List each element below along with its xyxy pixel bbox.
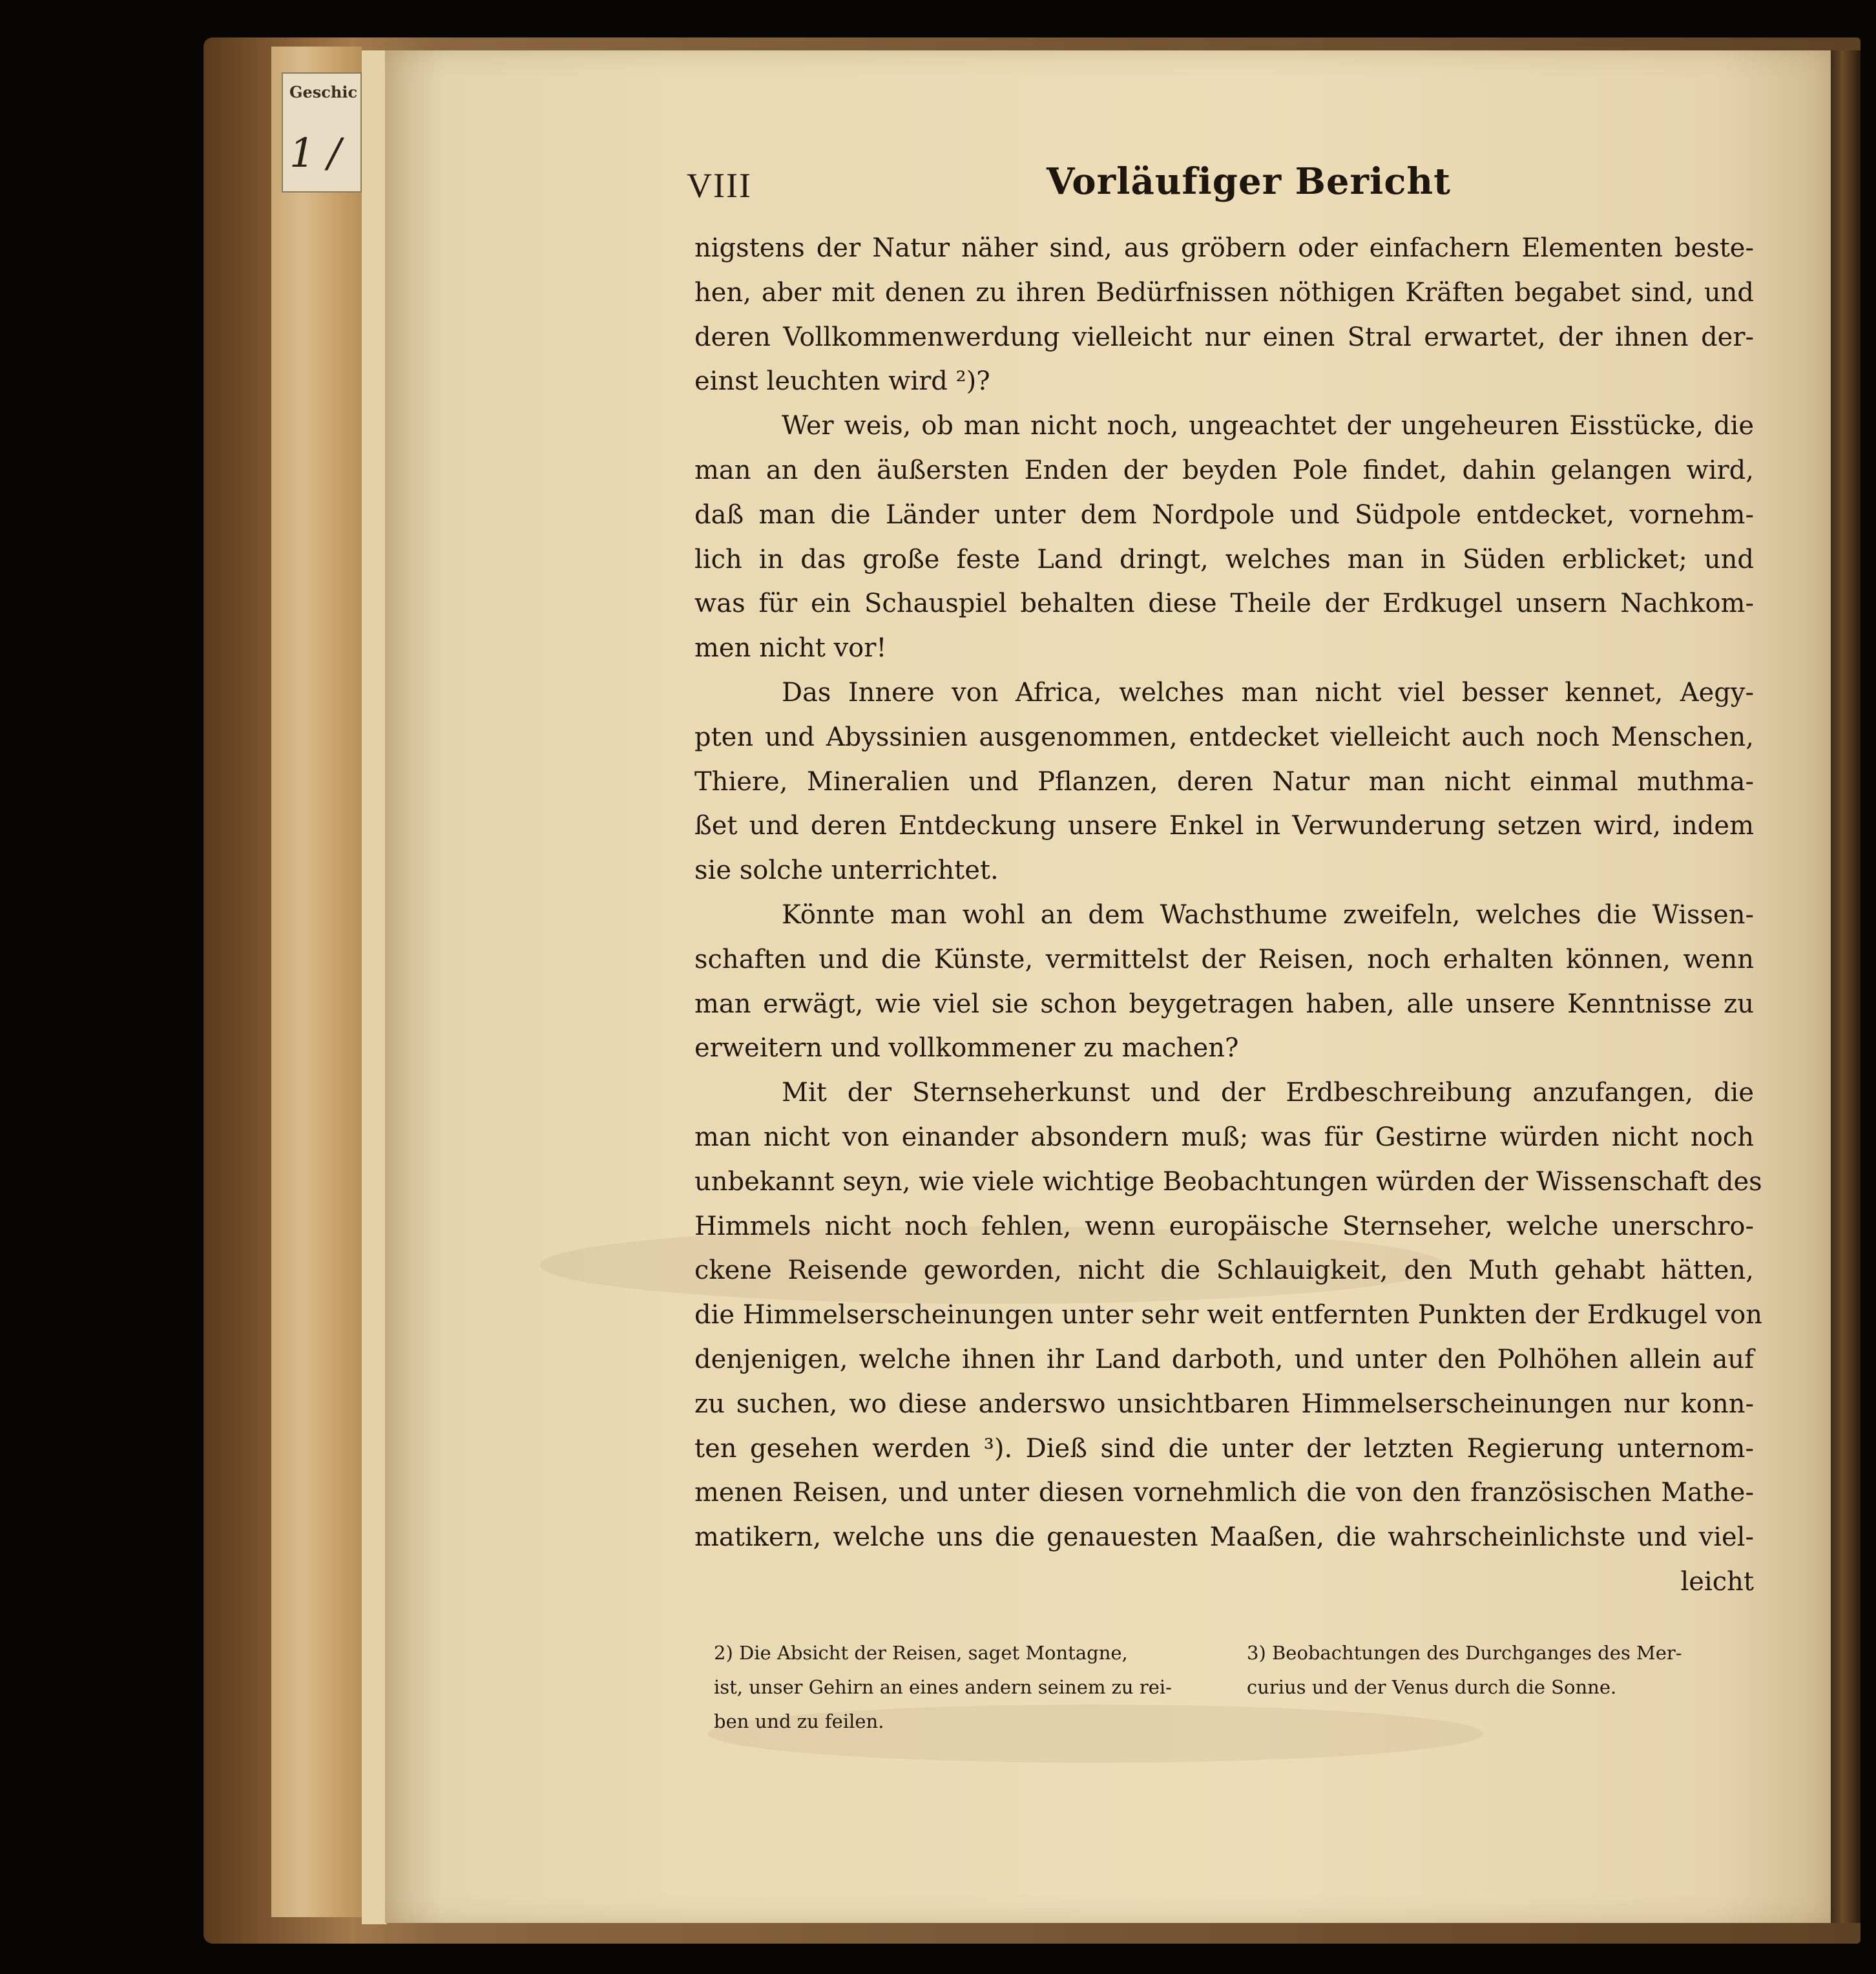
- footnote-line: curius und der Venus durch die Sonne.: [1247, 1676, 1617, 1698]
- footnote-line: 2) Die Absicht der Reisen, saget Montagne,: [714, 1642, 1128, 1664]
- footnote-line: 3) Beobachtungen des Durchganges des Mer-: [1247, 1642, 1682, 1664]
- text-line: Wer weis, ob man nicht noch, ungeachtet der ungeheuren Eisstücke, die: [782, 411, 1754, 441]
- text-line: schaften und die Künste, vermittelst der Reisen, noch erhalten können, wenn: [694, 944, 1754, 974]
- text-line: hen, aber mit denen zu ihren Bedürfnissen nöthigen Kräften begabet sind, und: [694, 277, 1754, 308]
- opposite-page-edge: [1831, 50, 1860, 1923]
- text-line: die Himmelserscheinungen unter sehr weit entfernten Punkten der Erdkugel von: [694, 1300, 1762, 1330]
- text-line: menen Reisen, und unter diesen vornehmlich die von den französischen Mathe-: [694, 1478, 1754, 1508]
- text-line: nigstens der Natur näher sind, aus gröbern oder einfachern Elementen beste-: [694, 233, 1754, 263]
- text-line: man erwägt, wie viel sie schon beygetragen haben, alle unsere Kenntnisse zu: [694, 989, 1754, 1019]
- text-line: Könnte man wohl an dem Wachsthume zweifeln, welches die Wissen-: [782, 899, 1754, 930]
- text-line: zu suchen, wo diese anderswo unsichtbaren Himmelserscheinungen nur konn-: [694, 1389, 1754, 1419]
- text-line: Mit der Sternseherkunst und der Erdbeschreibung anzufangen, die: [782, 1078, 1754, 1108]
- text-line: man an den äußersten Enden der beyden Pole findet, dahin gelangen wird,: [694, 455, 1754, 485]
- text-line: was für ein Schauspiel behalten diese Theile der Erdkugel unsern Nachkom-: [694, 589, 1754, 619]
- endpaper-strip: [271, 47, 362, 1917]
- body-text: [694, 226, 1762, 1604]
- footnote-line: ben und zu feilen.: [714, 1710, 884, 1732]
- footnote-2: [714, 1636, 1231, 1739]
- text-line: man nicht von einander absondern muß; was für Gestirne würden nicht noch: [694, 1122, 1754, 1152]
- text-line: ßet und deren Entdeckung unsere Enkel in Verwunderung setzen wird, indem: [694, 811, 1754, 841]
- text-line: sie solche unterrichtet.: [694, 856, 999, 886]
- text-line: Thiere, Mineralien und Pflanzen, deren Natur man nicht einmal muthma-: [694, 766, 1754, 797]
- text-line: einst leuchten wird ²)?: [694, 366, 990, 397]
- text-line: matikern, welche uns die genauesten Maaßen, die wahrscheinlichste und viel-: [694, 1522, 1754, 1553]
- text-line: Das Innere von Africa, welches man nicht viel besser kennet, Aegy-: [782, 677, 1754, 708]
- text-line: men nicht vor!: [694, 633, 887, 664]
- text-line: erweitern und vollkommener zu machen?: [694, 1033, 1239, 1064]
- catchword: leicht: [1680, 1566, 1754, 1597]
- text-line: lich in das große feste Land dringt, welches man in Süden erblicket; und: [694, 544, 1754, 574]
- text-line: pten und Abyssinien ausgenommen, entdecket vielleicht auch noch Menschen,: [694, 722, 1754, 752]
- footnote-3: [1247, 1636, 1764, 1705]
- text-line: ten gesehen werden ³). Dieß sind die unter der letzten Regierung unternom-: [694, 1433, 1754, 1464]
- text-line: unbekannt seyn, wie viele wichtige Beobachtungen würden der Wissenschaft des: [694, 1166, 1762, 1197]
- spine-label-text: Geschic: [289, 83, 358, 101]
- text-line: daß man die Länder unter dem Nordpole und Südpole entdecket, vornehm-: [694, 499, 1754, 530]
- text-line: Himmels nicht noch fehlen, wenn europäische Sternseher, welche unerschro-: [694, 1211, 1754, 1241]
- page-number: VIII: [687, 166, 752, 205]
- running-title: Vorläufiger Bericht: [1047, 160, 1452, 203]
- text-line: denjenigen, welche ihnen ihr Land darboth, und unter den Polhöhen allein auf: [694, 1344, 1754, 1374]
- footnote-line: ist, unser Gehirn an eines andern seinem zu rei-: [714, 1676, 1172, 1698]
- text-line: deren Vollkommenwerdung vielleicht nur einen Stral erwartet, der ihnen der-: [694, 322, 1754, 352]
- text-line: ckene Reisende geworden, nicht die Schlauigkeit, den Muth gehabt hätten,: [694, 1255, 1754, 1286]
- spine-label-mark: 1 /: [289, 129, 342, 176]
